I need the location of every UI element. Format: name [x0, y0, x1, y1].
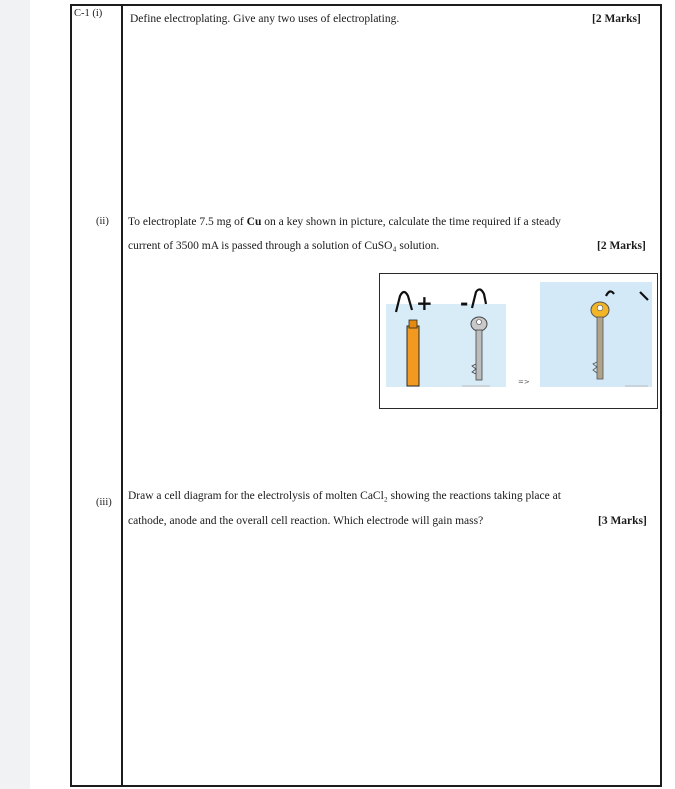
electroplating-key-figure — [379, 273, 658, 409]
key-shaft-gold — [597, 317, 603, 379]
anode-clip — [409, 320, 417, 328]
question-2-line-1 — [128, 216, 561, 228]
question-2-text-b: on a key shown in picture, calculate the time required if a steady — [261, 216, 561, 228]
question-3-label: (iii) — [96, 497, 112, 508]
column-divider — [121, 4, 123, 787]
question-2-line-2: current of 3500 mA is passed through a solution of CuSO₄ solution. — [128, 240, 440, 252]
question-2-marks: [2 Marks] — [597, 240, 646, 252]
question-1-marks: [2 Marks] — [592, 13, 641, 25]
copper-anode — [407, 326, 419, 386]
key-hole-gold — [597, 305, 603, 311]
question-1-label: C-1 (i) — [74, 8, 103, 19]
question-1-text: Define electroplating. Give any two uses of electroplating. — [130, 13, 400, 25]
left-solution — [386, 304, 506, 387]
page-gutter — [0, 0, 30, 789]
plus-sign: + — [416, 291, 433, 315]
minus-sign: - — [460, 291, 469, 315]
question-2-label: (ii) — [96, 216, 109, 227]
question-3-line-2: cathode, anode and the overall cell reaction. Which electrode will gain mass? — [128, 515, 484, 527]
key-shaft-grey — [476, 330, 482, 380]
transition-arrow: => — [518, 378, 530, 386]
key-hole-grey — [477, 320, 482, 325]
copper-symbol: Cu — [246, 216, 262, 228]
question-2-text-a: To electroplate 7.5 mg of — [128, 216, 247, 228]
right-solution — [540, 282, 652, 387]
question-3-line-1: Draw a cell diagram for the electrolysis of molten CaCl₂ showing the reactions taking place at — [128, 490, 561, 502]
key-illustration — [380, 274, 656, 407]
question-3-marks: [3 Marks] — [598, 515, 647, 527]
